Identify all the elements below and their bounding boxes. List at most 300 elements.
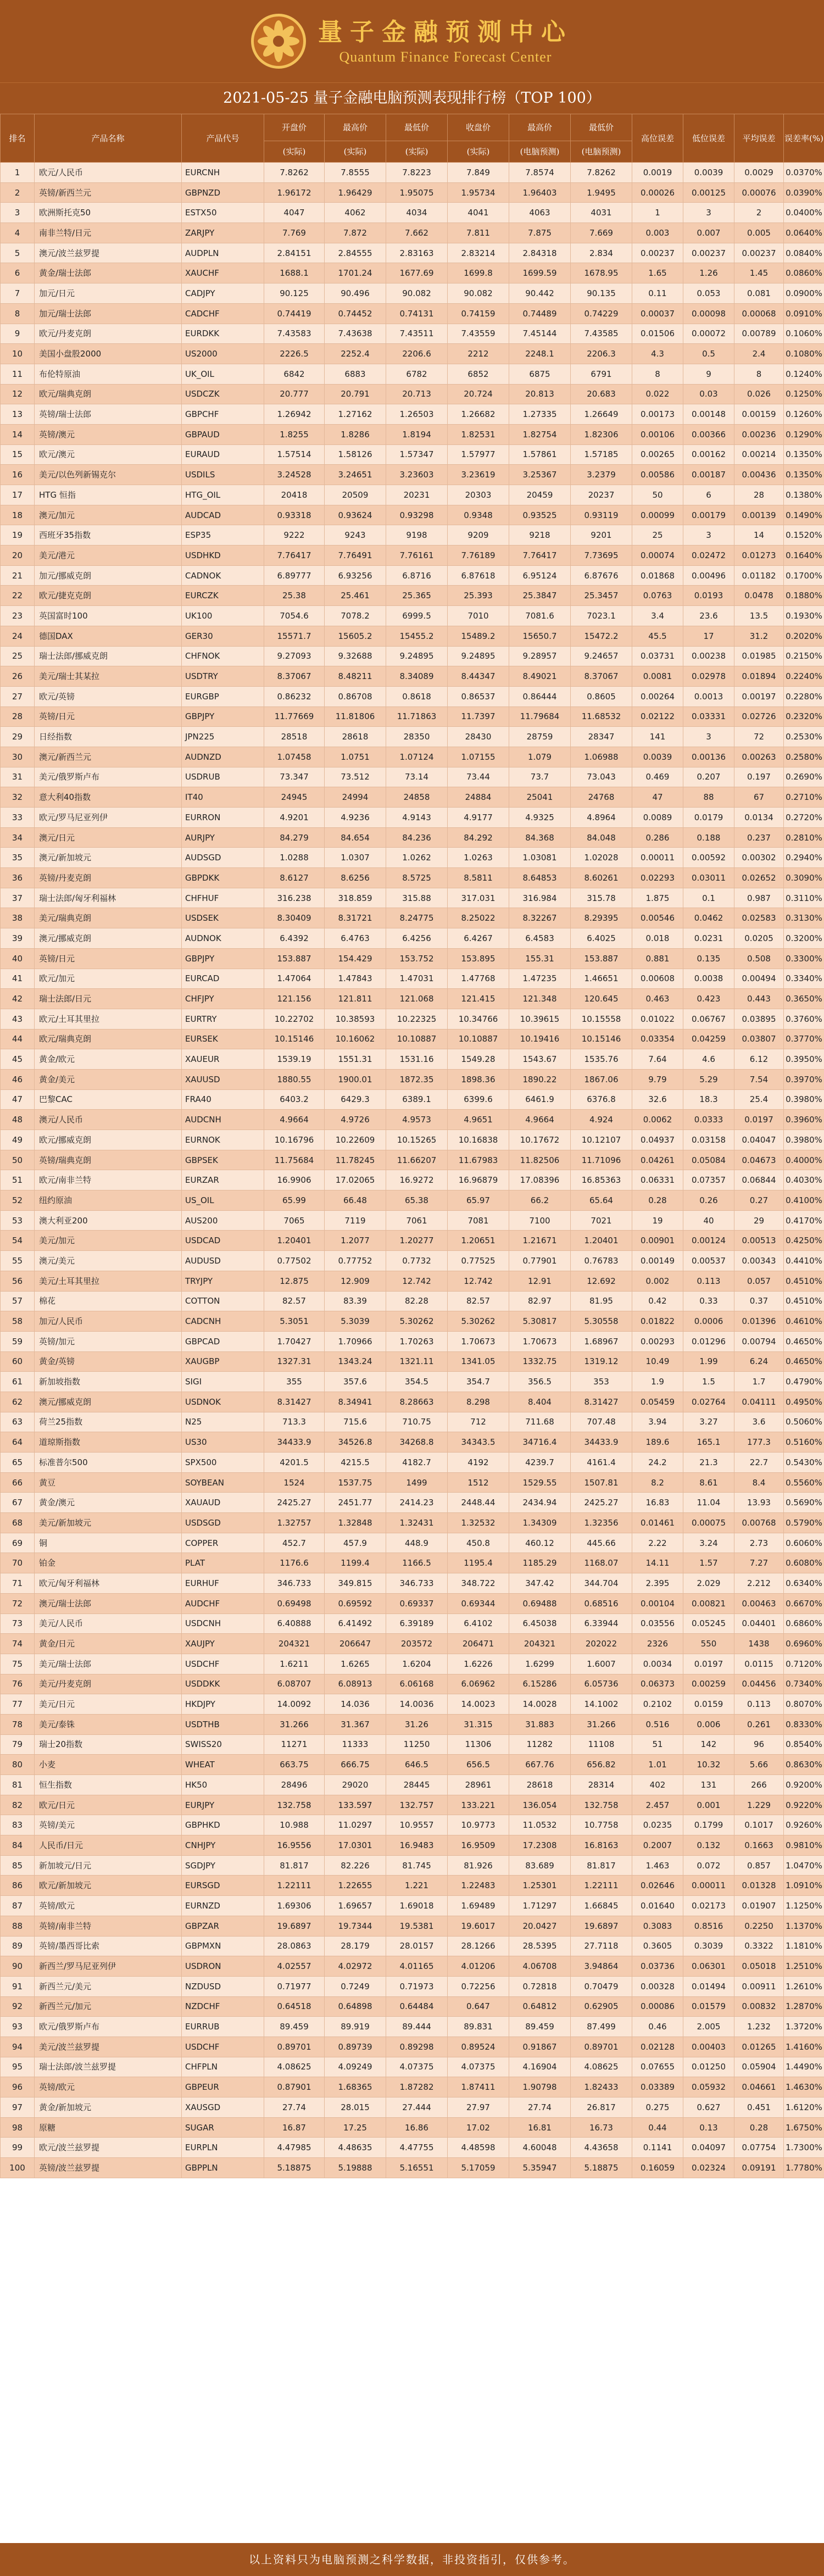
cell-high-err: 0.00037 [632, 303, 683, 324]
cell-name: 美元/泰铢 [35, 1714, 182, 1734]
cell-low: 9.24895 [386, 646, 448, 666]
cell-high-pred: 6.15286 [509, 1674, 571, 1694]
cell-low-err: 0.00237 [683, 243, 734, 263]
cell-code: FRA40 [182, 1089, 264, 1110]
cell-avg-err: 67 [734, 787, 784, 808]
cell-high-pred: 10.17672 [509, 1130, 571, 1150]
cell-close: 6.06962 [448, 1674, 509, 1694]
cell-code: GBPJPY [182, 706, 264, 727]
table-row [1, 1150, 824, 1170]
cell-rank: 61 [1, 1372, 35, 1392]
cell-high: 10.16062 [325, 1029, 386, 1049]
cell-low: 4.07375 [386, 2057, 448, 2077]
cell-err-pct: 0.7340% [784, 1674, 824, 1694]
cell-low-pred: 6.05736 [571, 1674, 632, 1694]
cell-name: 欧元/捷克克朗 [35, 586, 182, 606]
cell-close: 4.01206 [448, 1956, 509, 1977]
table-row [1, 404, 824, 425]
cell-high-err: 0.03354 [632, 1029, 683, 1049]
cell-low-err: 0.01494 [683, 1976, 734, 1996]
cell-code: COTTON [182, 1291, 264, 1311]
cell-high: 0.93624 [325, 505, 386, 525]
cell-name: 欧元/俄罗斯卢布 [35, 2017, 182, 2037]
cell-low-pred: 1.82306 [571, 424, 632, 444]
cell-high: 17.02065 [325, 1170, 386, 1190]
cell-low: 346.733 [386, 1573, 448, 1594]
cell-name: 美元/瑞士其某拉 [35, 666, 182, 687]
cell-name: 欧洲斯托克50 [35, 203, 182, 223]
cell-rank: 93 [1, 2017, 35, 2037]
table-row [1, 1775, 824, 1795]
table-row [1, 182, 824, 203]
cell-open: 1688.1 [264, 263, 325, 283]
cell-avg-err: 0.00513 [734, 1231, 784, 1251]
cell-high: 1551.31 [325, 1049, 386, 1070]
cell-code: GBPHKD [182, 1815, 264, 1835]
cell-open: 6842 [264, 364, 325, 384]
cell-low-pred: 0.89701 [571, 2037, 632, 2057]
cell-high-pred: 136.054 [509, 1795, 571, 1815]
cell-code: CHFHUF [182, 888, 264, 908]
cell-high-pred: 316.984 [509, 888, 571, 908]
cell-high-pred: 25.3847 [509, 586, 571, 606]
cell-high-pred: 0.77901 [509, 1251, 571, 1271]
cell-high-err: 0.00099 [632, 505, 683, 525]
cell-high-err: 19 [632, 1210, 683, 1231]
cell-rank: 20 [1, 546, 35, 566]
cell-code: GER30 [182, 626, 264, 646]
cell-avg-err: 96 [734, 1734, 784, 1755]
cell-close: 1.70673 [448, 1331, 509, 1351]
cell-high-pred: 1529.55 [509, 1472, 571, 1493]
footer-disclaimer: 以上资料只为电脑预测之科学数据，非投资指引，仅供参考。 [0, 2543, 824, 2576]
cell-close: 4.48598 [448, 2138, 509, 2158]
cell-rank: 33 [1, 808, 35, 828]
cell-low-pred: 0.76783 [571, 1251, 632, 1271]
cell-err-pct: 1.2870% [784, 1996, 824, 2017]
cell-close: 81.926 [448, 1855, 509, 1876]
cell-low-pred: 12.692 [571, 1271, 632, 1291]
cell-high-err: 141 [632, 727, 683, 747]
cell-high-err: 0.11 [632, 283, 683, 304]
cell-avg-err: 6.24 [734, 1351, 784, 1372]
cell-code: USDCAD [182, 1231, 264, 1251]
cell-low: 82.28 [386, 1291, 448, 1311]
cell-open: 4.08625 [264, 2057, 325, 2077]
cell-err-pct: 0.4100% [784, 1190, 824, 1211]
cell-low-pred: 132.758 [571, 1795, 632, 1815]
cell-code: EURCNH [182, 163, 264, 183]
cell-err-pct: 0.4610% [784, 1311, 824, 1332]
cell-low: 16.86 [386, 2117, 448, 2138]
cell-low: 0.7732 [386, 1251, 448, 1271]
cell-name: 黄金/新加坡元 [35, 2097, 182, 2118]
cell-err-pct: 0.1080% [784, 344, 824, 364]
cell-rank: 83 [1, 1815, 35, 1835]
cell-high-err: 0.05459 [632, 1392, 683, 1412]
cell-high-err: 0.0039 [632, 747, 683, 767]
cell-close: 34343.5 [448, 1432, 509, 1453]
cell-high-err: 0.06373 [632, 1674, 683, 1694]
cell-low-pred: 31.266 [571, 1714, 632, 1734]
cell-name: 铜 [35, 1533, 182, 1553]
cell-low: 7.76161 [386, 546, 448, 566]
cell-high-pred: 347.42 [509, 1573, 571, 1594]
cell-open: 0.87901 [264, 2077, 325, 2097]
cell-close: 89.831 [448, 2017, 509, 2037]
cell-err-pct: 0.6960% [784, 1634, 824, 1654]
table-row [1, 868, 824, 888]
cell-name: 美元/丹麦克朗 [35, 1674, 182, 1694]
cell-open: 1327.31 [264, 1351, 325, 1372]
cell-low: 84.236 [386, 827, 448, 848]
cell-high-err: 0.018 [632, 928, 683, 949]
table-row [1, 2057, 824, 2077]
cell-high: 9.32688 [325, 646, 386, 666]
cell-high-err: 0.002 [632, 1271, 683, 1291]
cell-code: XAUEUR [182, 1049, 264, 1070]
cell-avg-err: 0.005 [734, 223, 784, 243]
cell-rank: 86 [1, 1876, 35, 1896]
table-row [1, 485, 824, 505]
cell-high: 28.015 [325, 2097, 386, 2118]
cell-name: 英镑/新西兰元 [35, 182, 182, 203]
cell-open: 4.47985 [264, 2138, 325, 2158]
logo-title-cn: 量子金融预测中心 [318, 18, 573, 46]
table-row [1, 1110, 824, 1130]
cell-code: USDHKD [182, 546, 264, 566]
cell-avg-err: 5.66 [734, 1755, 784, 1775]
cell-rank: 9 [1, 324, 35, 344]
cell-name: 新加坡指数 [35, 1372, 182, 1392]
cell-code: CADNOK [182, 565, 264, 586]
cell-err-pct: 1.4160% [784, 2037, 824, 2057]
cell-low-err: 5.29 [683, 1069, 734, 1089]
cell-high-pred: 84.368 [509, 827, 571, 848]
cell-high-pred: 667.76 [509, 1755, 571, 1775]
cell-high-pred: 0.91867 [509, 2037, 571, 2057]
table-row [1, 163, 824, 183]
cell-rank: 44 [1, 1029, 35, 1049]
cell-name: 美元/瑞士法郎 [35, 1654, 182, 1674]
cell-high-err: 8 [632, 364, 683, 384]
table-row [1, 1251, 824, 1271]
cell-name: 瑞士法郎/日元 [35, 989, 182, 1009]
cell-err-pct: 0.6340% [784, 1573, 824, 1594]
table-row [1, 848, 824, 868]
cell-rank: 28 [1, 706, 35, 727]
cell-low: 1166.5 [386, 1553, 448, 1573]
cell-code: CHFNOK [182, 646, 264, 666]
cell-high-err: 0.02122 [632, 706, 683, 727]
cell-code: EURSGD [182, 1876, 264, 1896]
cell-low-pred: 1.6007 [571, 1654, 632, 1674]
cell-high-err: 0.469 [632, 767, 683, 787]
cell-high: 8.31721 [325, 908, 386, 928]
cell-open: 7.76417 [264, 546, 325, 566]
cell-low: 6.39189 [386, 1614, 448, 1634]
cell-code: USDCHF [182, 1654, 264, 1674]
cell-low: 20231 [386, 485, 448, 505]
cell-close: 12.742 [448, 1271, 509, 1291]
cell-high: 1.22655 [325, 1876, 386, 1896]
cell-name: 澳元/新西兰元 [35, 747, 182, 767]
cell-close: 712 [448, 1412, 509, 1432]
cell-high-pred: 9.28957 [509, 646, 571, 666]
cell-high-pred: 5.30817 [509, 1311, 571, 1332]
cell-low-err: 0.00162 [683, 444, 734, 465]
cell-err-pct: 0.0900% [784, 283, 824, 304]
cell-rank: 96 [1, 2077, 35, 2097]
cell-low: 7.43511 [386, 324, 448, 344]
cell-avg-err: 0.00768 [734, 1513, 784, 1533]
cell-err-pct: 0.1290% [784, 424, 824, 444]
cell-low-err: 0.5 [683, 344, 734, 364]
cell-high-pred: 0.69488 [509, 1593, 571, 1614]
cell-rank: 26 [1, 666, 35, 687]
cell-name: 美元/港元 [35, 546, 182, 566]
cell-code: EURGBP [182, 686, 264, 706]
cell-low-pred: 2425.27 [571, 1493, 632, 1513]
cell-close: 1.47768 [448, 969, 509, 989]
cell-open: 14.0092 [264, 1694, 325, 1715]
cell-low: 4182.7 [386, 1453, 448, 1473]
cell-high: 7.8555 [325, 163, 386, 183]
cell-open: 132.758 [264, 1795, 325, 1815]
cell-high: 14.036 [325, 1694, 386, 1715]
cell-high-err: 0.022 [632, 384, 683, 404]
cell-name: 新西兰元/美元 [35, 1976, 182, 1996]
cell-low-err: 0.06301 [683, 1956, 734, 1977]
cell-close: 1.6226 [448, 1654, 509, 1674]
logo [251, 14, 573, 69]
cell-rank: 75 [1, 1654, 35, 1674]
cell-open: 316.238 [264, 888, 325, 908]
cell-open: 1.96172 [264, 182, 325, 203]
cell-close: 4041 [448, 203, 509, 223]
cell-low: 0.64484 [386, 1996, 448, 2017]
cell-rank: 65 [1, 1453, 35, 1473]
cell-rank: 78 [1, 1714, 35, 1734]
cell-code: GBPMXN [182, 1936, 264, 1956]
cell-low-pred: 4161.4 [571, 1453, 632, 1473]
table-row [1, 444, 824, 465]
cell-low: 8.28663 [386, 1392, 448, 1412]
cell-low-err: 0.00075 [683, 1513, 734, 1533]
cell-code: USDCZK [182, 384, 264, 404]
cell-err-pct: 0.9200% [784, 1775, 824, 1795]
cell-high: 25.461 [325, 586, 386, 606]
table-row [1, 626, 824, 646]
cell-low-err: 0.26 [683, 1190, 734, 1211]
cell-low: 24858 [386, 787, 448, 808]
cell-avg-err: 0.03895 [734, 1009, 784, 1029]
cell-err-pct: 1.1370% [784, 1916, 824, 1936]
cell-open: 65.99 [264, 1190, 325, 1211]
cell-name: 加元/瑞士法郎 [35, 303, 182, 324]
cell-close: 0.74159 [448, 303, 509, 324]
cell-code: GBPCHF [182, 404, 264, 425]
cell-high: 84.654 [325, 827, 386, 848]
cell-close: 11.7397 [448, 706, 509, 727]
cell-rank: 45 [1, 1049, 35, 1070]
cell-avg-err: 0.01396 [734, 1311, 784, 1332]
cell-avg-err: 0.37 [734, 1291, 784, 1311]
cell-high-pred: 4.06708 [509, 1956, 571, 1977]
cell-close: 1.07155 [448, 747, 509, 767]
cell-err-pct: 0.3980% [784, 1130, 824, 1150]
cell-avg-err: 0.00068 [734, 303, 784, 324]
cell-close: 15489.2 [448, 626, 509, 646]
cell-low-pred: 8.60261 [571, 868, 632, 888]
cell-err-pct: 0.1240% [784, 364, 824, 384]
cell-name: 美国小盘股2000 [35, 344, 182, 364]
table-row [1, 787, 824, 808]
cell-low-pred: 0.70479 [571, 1976, 632, 1996]
cell-rank: 84 [1, 1835, 35, 1856]
cell-close: 11306 [448, 1734, 509, 1755]
cell-high: 6.08913 [325, 1674, 386, 1694]
cell-name: 欧元/加元 [35, 969, 182, 989]
cell-code: EURNOK [182, 1130, 264, 1150]
table-row [1, 1513, 824, 1533]
cell-avg-err: 0.01265 [734, 2037, 784, 2057]
cell-rank: 43 [1, 1009, 35, 1029]
cell-name: 欧元/英镑 [35, 686, 182, 706]
cell-rank: 64 [1, 1432, 35, 1453]
cell-low-err: 0.132 [683, 1835, 734, 1856]
cell-name: 欧元/澳元 [35, 444, 182, 465]
cell-close: 1.20651 [448, 1231, 509, 1251]
cell-low-err: 0.00098 [683, 303, 734, 324]
cell-close: 10.9773 [448, 1815, 509, 1835]
cell-open: 1.70427 [264, 1331, 325, 1351]
cell-low: 7.8223 [386, 163, 448, 183]
cell-close: 2212 [448, 344, 509, 364]
cell-high-err: 1.9 [632, 1372, 683, 1392]
cell-open: 1.8255 [264, 424, 325, 444]
cell-name: 澳元/美元 [35, 1251, 182, 1271]
cell-code: AUDNOK [182, 928, 264, 949]
cell-high-pred: 204321 [509, 1634, 571, 1654]
cell-low-pred: 153.887 [571, 948, 632, 969]
cell-open: 11.77669 [264, 706, 325, 727]
cell-high-err: 0.00173 [632, 404, 683, 425]
col-close-sub: (实际) [448, 141, 509, 163]
cell-err-pct: 0.5690% [784, 1493, 824, 1513]
cell-err-pct: 0.2240% [784, 666, 824, 687]
cell-close: 31.315 [448, 1714, 509, 1734]
cell-close: 0.72256 [448, 1976, 509, 1996]
cell-low-pred: 1535.76 [571, 1049, 632, 1070]
cell-low-err: 8.61 [683, 1472, 734, 1493]
cell-low-pred: 0.68516 [571, 1593, 632, 1614]
cell-err-pct: 0.0640% [784, 223, 824, 243]
cell-high-pred: 1.57861 [509, 444, 571, 465]
cell-low-pred: 1867.06 [571, 1069, 632, 1089]
cell-high: 9243 [325, 525, 386, 546]
cell-avg-err: 0.443 [734, 989, 784, 1009]
cell-low-err: 0.188 [683, 827, 734, 848]
cell-high-pred: 34716.4 [509, 1432, 571, 1453]
cell-open: 6.40888 [264, 1614, 325, 1634]
cell-avg-err: 0.02652 [734, 868, 784, 888]
cell-high: 1.68365 [325, 2077, 386, 2097]
cell-code: USDCHF [182, 2037, 264, 2057]
cell-avg-err: 0.00214 [734, 444, 784, 465]
cell-avg-err: 0.09191 [734, 2158, 784, 2178]
cell-high-err: 0.0763 [632, 586, 683, 606]
cell-close: 1.0263 [448, 848, 509, 868]
cell-high: 154.429 [325, 948, 386, 969]
cell-low: 8.24775 [386, 908, 448, 928]
cell-code: EURCZK [182, 586, 264, 606]
cell-open: 11.75684 [264, 1150, 325, 1170]
cell-err-pct: 0.5560% [784, 1472, 824, 1493]
cell-code: N25 [182, 1412, 264, 1432]
cell-open: 9222 [264, 525, 325, 546]
table-row [1, 1614, 824, 1634]
cell-high: 133.597 [325, 1795, 386, 1815]
cell-high-err: 0.00086 [632, 1996, 683, 2017]
cell-low: 710.75 [386, 1412, 448, 1432]
cell-close: 6.4102 [448, 1614, 509, 1634]
cell-open: 90.125 [264, 283, 325, 304]
cell-high-pred: 1543.67 [509, 1049, 571, 1070]
cell-code: GBPSEK [182, 1150, 264, 1170]
cell-low-err: 0.0193 [683, 586, 734, 606]
cell-high-pred: 4239.7 [509, 1453, 571, 1473]
cell-low: 1321.11 [386, 1351, 448, 1372]
cell-err-pct: 0.4410% [784, 1251, 824, 1271]
cell-high-pred: 3.25367 [509, 465, 571, 485]
cell-rank: 34 [1, 827, 35, 848]
cell-err-pct: 0.5430% [784, 1453, 824, 1473]
cell-rank: 76 [1, 1674, 35, 1694]
cell-high-pred: 8.64853 [509, 868, 571, 888]
cell-name: 澳元/挪威克朗 [35, 928, 182, 949]
lotus-logo-icon [251, 14, 306, 69]
cell-name: 欧元/土耳其里拉 [35, 1009, 182, 1029]
cell-close: 7081 [448, 1210, 509, 1231]
cell-high-err: 0.881 [632, 948, 683, 969]
cell-low-err: 0.0039 [683, 163, 734, 183]
cell-high-pred: 28.5395 [509, 1936, 571, 1956]
cell-rank: 40 [1, 948, 35, 969]
cell-open: 4047 [264, 203, 325, 223]
cell-open: 89.459 [264, 2017, 325, 2037]
cell-err-pct: 0.0840% [784, 243, 824, 263]
cell-open: 19.6897 [264, 1916, 325, 1936]
cell-high: 15605.2 [325, 626, 386, 646]
cell-low-pred: 8.29395 [571, 908, 632, 928]
cell-high-pred: 7.875 [509, 223, 571, 243]
cell-code: SPX500 [182, 1453, 264, 1473]
cell-avg-err: 0.04401 [734, 1614, 784, 1634]
cell-err-pct: 0.3110% [784, 888, 824, 908]
cell-close: 2.83214 [448, 243, 509, 263]
cell-rank: 8 [1, 303, 35, 324]
cell-name: 加元/人民币 [35, 1311, 182, 1332]
table-row [1, 948, 824, 969]
cell-close: 28.1266 [448, 1936, 509, 1956]
cell-name: 荷兰25指数 [35, 1412, 182, 1432]
cell-low-pred: 1.02028 [571, 848, 632, 868]
cell-low: 1.47031 [386, 969, 448, 989]
cell-low-pred: 28314 [571, 1775, 632, 1795]
cell-rank: 97 [1, 2097, 35, 2118]
cell-err-pct: 0.1350% [784, 444, 824, 465]
